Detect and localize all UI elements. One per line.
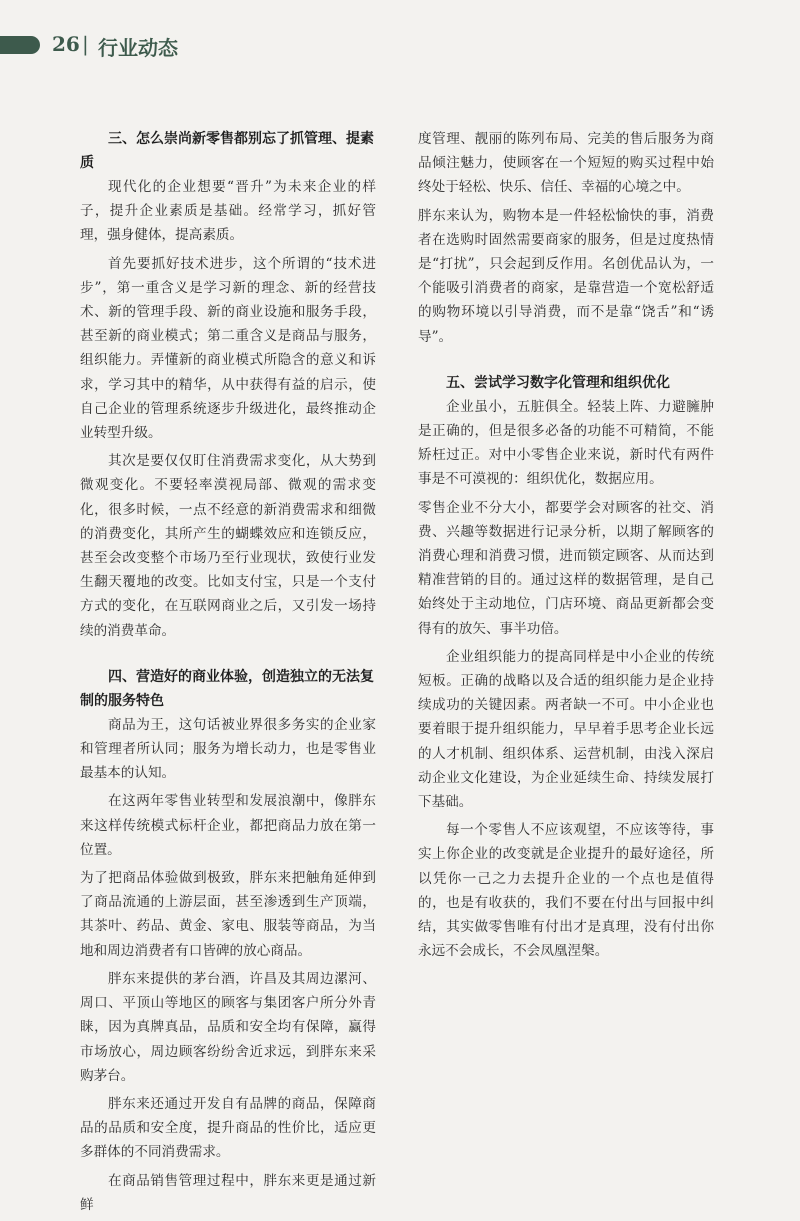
section3-paragraph-2: 首先要抓好技术进步，这个所谓的“技术进步”，第一重含义是学习新的理念、新的经营技术、新的管理手段、新的商业设施和服务手段，甚至新的商业模式；第二重含义是商品与服务，组织能力。弄懂新的商业模式所隐含的意义和诉求，学习其中的精华，从中获得有益的启示，使自己企业的管理系统逐步升级进化，最终推动企业转型升级。	[80, 255, 376, 442]
section3-heading: 三、怎么崇尚新零售都别忘了抓管理、提素质	[80, 131, 374, 171]
continued-paragraph-1: 度管理、靓丽的陈列布局、完美的售后服务为商品倾注魅力，使顾客在一个短短的购买过程中始终处于轻松、快乐、信任、幸福的心境之中。	[418, 131, 714, 196]
section5-heading: 五、尝试学习数字化管理和组织优化	[446, 374, 670, 391]
section4-paragraph-4: 胖东来提供的茅台酒，许昌及其周边漯河、周口、平顶山等地区的顾客与集团客户所分外青睐，因为真牌真品，品质和安全均有保障，赢得市场放心，周边顾客纷纷舍近求远，到胖东来采购茅台。	[80, 970, 376, 1084]
page-number: 26	[52, 32, 80, 56]
continued-paragraph-2: 胖东来认为，购物本是一件轻松愉快的事，消费者在选购时固然需要商家的服务，但是过度热情是“打扰”，只会起到反作用。名创优品认为，一个能吸引消费者的商家，是靠营造一个宽松舒适的购物环境以引导消费，而不是靠“饶舌”和“诱导”。	[418, 207, 714, 345]
section-title: 行业动态	[98, 36, 178, 60]
section4-paragraph-5: 胖东来还通过开发自有品牌的商品，保障商品的品质和安全度，提升商品的性价比，适应更多群体的不同消费需求。	[80, 1095, 376, 1161]
section5-paragraph-4: 每一个零售人不应该观望，不应该等待，事实上你企业的改变就是企业提升的最好途径，所以凭你一己之力去提升企业的一个点也是值得的，也是有收获的，我们不要在付出与回报中纠结，其实做零售唯有付出才是真理，没有付出你永远不会成长，不会凤凰涅槃。	[418, 822, 714, 960]
left-column	[80, 127, 376, 1221]
section4-paragraph-3: 为了把商品体验做到极致，胖东来把触角延伸到了商品流通的上游层面，甚至渗透到生产顶端，其茶叶、药品、黄金、家电、服装等商品，为当地和周边消费者有口皆碑的放心商品。	[80, 870, 376, 959]
section4-paragraph-2: 在这两年零售业转型和发展浪潮中，像胖东来这样传统模式标杆企业，都把商品力放在第一位置。	[80, 793, 376, 858]
section5-paragraph-2: 零售企业不分大小，都要学会对顾客的社交、消费、兴趣等数据进行记录分析，以期了解顾客的消费心理和消费习惯，进而锁定顾客、从而达到精准营销的目的。通过这样的数据管理，是自己始终处于主动地位，门店环境、商品更新都会变得有的放矢、事半功倍。	[418, 499, 714, 637]
section4-heading: 四、营造好的商业体验，创造独立的无法复制的服务特色	[80, 668, 374, 709]
section3-paragraph-1: 现代化的企业想要“晋升”为未来企业的样子，提升企业素质是基础。经常学习，抓好管理，强身健体，提高素质。	[80, 179, 376, 244]
section5-paragraph-1: 企业虽小，五脏俱全。轻装上阵、力避臃肿是正确的，但是很多必备的功能不可精简，不能矫枉过正。对中小零售企业来说，新时代有两件事是不可漠视的：组织优化，数据应用。	[418, 398, 714, 488]
right-column	[418, 127, 714, 968]
header-accent-bar	[0, 36, 40, 54]
section4-paragraph-6: 在商品销售管理过程中，胖东来更是通过新鲜	[80, 1172, 376, 1213]
page-header	[0, 28, 800, 62]
section3-paragraph-3: 其次是要仅仅盯住消费需求变化，从大势到微观变化。不要轻率漠视局部、微观的需求变化，很多时候，一点不经意的新消费需求和细微的消费变化，其所产生的蝴蝶效应和连锁反应，甚至会改变整个市场乃至行业现状，致使行业发生翻天覆地的改变。比如支付宝，只是一个支付方式的变化，在互联网商业之后，又引发一场持续的消费革命。	[80, 453, 376, 639]
section4-paragraph-1: 商品为王，这句话被业界很多务实的企业家和管理者所认同；服务为增长动力，也是零售业最基本的认知。	[80, 716, 376, 782]
header-separator: |	[82, 32, 89, 56]
section5-paragraph-3: 企业组织能力的提高同样是中小企业的传统短板。正确的战略以及合适的组织能力是企业持续成功的关键因素。两者缺一不可。中小企业也要着眼于提升组织能力，早早着手思考企业长远的人才机制、组织体系、运营机制，由浅入深启动企业文化建设，为企业延续生命、持续发展打下基础。	[418, 648, 714, 811]
